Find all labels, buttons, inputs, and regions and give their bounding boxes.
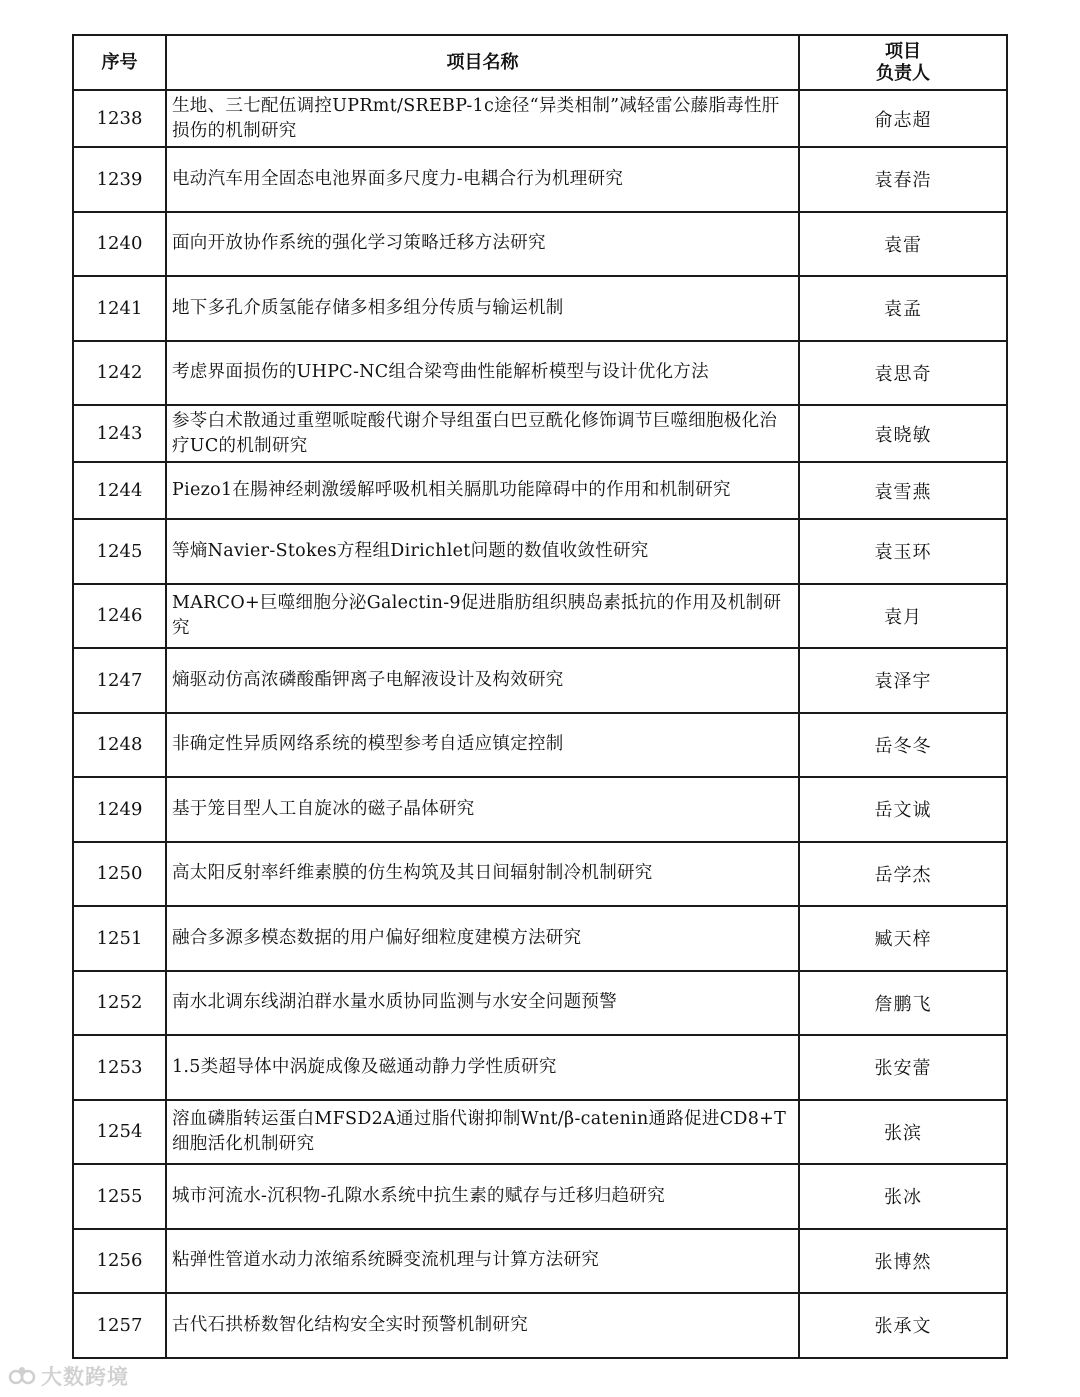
- dashuo-logo-icon: [8, 1365, 38, 1387]
- cell-project-name: 非确定性异质网络系统的模型参考自适应镇定控制: [166, 713, 799, 778]
- cell-project-name: 南水北调东线湖泊群水量水质协同监测与水安全问题预警: [166, 971, 799, 1036]
- cell-project-name: 融合多源多模态数据的用户偏好细粒度建模方法研究: [166, 906, 799, 971]
- cell-project-leader: 张承文: [799, 1293, 1007, 1358]
- cell-project-leader: 张博然: [799, 1229, 1007, 1294]
- cell-serial-number: 1247: [73, 648, 166, 713]
- cell-serial-number: 1243: [73, 405, 166, 462]
- cell-project-leader: 张滨: [799, 1100, 1007, 1165]
- header-project-leader-line2: 负责人: [876, 62, 930, 84]
- cell-project-name: 基于笼目型人工自旋冰的磁子晶体研究: [166, 777, 799, 842]
- cell-project-leader: 袁雪燕: [799, 462, 1007, 519]
- table-row: [73, 648, 1007, 713]
- table-row: [73, 842, 1007, 907]
- table-row: [73, 90, 1007, 147]
- table-body: [73, 90, 1007, 1358]
- header-project-name: 项目名称: [166, 35, 799, 90]
- cell-serial-number: 1240: [73, 212, 166, 277]
- cell-project-leader: 岳文诚: [799, 777, 1007, 842]
- project-table: [72, 34, 1008, 1359]
- cell-project-name: MARCO+巨噬细胞分泌Galectin-9促进脂肪组织胰岛素抵抗的作用及机制研究: [166, 584, 799, 649]
- cell-project-leader: 詹鹏飞: [799, 971, 1007, 1036]
- cell-serial-number: 1242: [73, 341, 166, 406]
- cell-serial-number: 1255: [73, 1164, 166, 1229]
- table-row: [73, 777, 1007, 842]
- cell-serial-number: 1244: [73, 462, 166, 519]
- table-row: [73, 341, 1007, 406]
- cell-project-name: 高太阳反射率纤维素膜的仿生构筑及其日间辐射制冷机制研究: [166, 842, 799, 907]
- table-header-row: [73, 35, 1007, 90]
- cell-serial-number: 1249: [73, 777, 166, 842]
- table-row: [73, 276, 1007, 341]
- cell-project-leader: 臧天梓: [799, 906, 1007, 971]
- cell-project-leader: 袁晓敏: [799, 405, 1007, 462]
- cell-serial-number: 1246: [73, 584, 166, 649]
- cell-project-leader: 岳学杰: [799, 842, 1007, 907]
- cell-project-name: 等熵Navier-Stokes方程组Dirichlet问题的数值收敛性研究: [166, 519, 799, 584]
- cell-serial-number: 1251: [73, 906, 166, 971]
- table-row: [73, 713, 1007, 778]
- cell-project-name: 考虑界面损伤的UHPC-NC组合梁弯曲性能解析模型与设计优化方法: [166, 341, 799, 406]
- cell-project-leader: 袁孟: [799, 276, 1007, 341]
- cell-serial-number: 1248: [73, 713, 166, 778]
- cell-project-leader: 袁泽宇: [799, 648, 1007, 713]
- cell-project-name: 熵驱动仿高浓磷酸酯钾离子电解液设计及构效研究: [166, 648, 799, 713]
- cell-serial-number: 1238: [73, 90, 166, 147]
- cell-serial-number: 1257: [73, 1293, 166, 1358]
- cell-project-name: 城市河流水-沉积物-孔隙水系统中抗生素的赋存与迁移归趋研究: [166, 1164, 799, 1229]
- cell-project-name: 电动汽车用全固态电池界面多尺度力-电耦合行为机理研究: [166, 147, 799, 212]
- cell-project-leader: 袁雷: [799, 212, 1007, 277]
- header-project-leader-line1: 项目: [885, 40, 921, 62]
- table-row: [73, 906, 1007, 971]
- cell-project-leader: 张安蕾: [799, 1035, 1007, 1100]
- table-row: [73, 519, 1007, 584]
- cell-project-leader: 俞志超: [799, 90, 1007, 147]
- cell-serial-number: 1254: [73, 1100, 166, 1165]
- table-row: [73, 584, 1007, 649]
- cell-project-leader: 袁思奇: [799, 341, 1007, 406]
- cell-serial-number: 1241: [73, 276, 166, 341]
- cell-serial-number: 1253: [73, 1035, 166, 1100]
- cell-serial-number: 1250: [73, 842, 166, 907]
- cell-project-leader: 袁月: [799, 584, 1007, 649]
- cell-project-name: 1.5类超导体中涡旋成像及磁通动静力学性质研究: [166, 1035, 799, 1100]
- cell-project-name: 粘弹性管道水动力浓缩系统瞬变流机理与计算方法研究: [166, 1229, 799, 1294]
- watermark: [8, 1362, 129, 1390]
- table-row: [73, 212, 1007, 277]
- table-row: [73, 462, 1007, 519]
- cell-project-name: Piezo1在腸神经刺激缓解呼吸机相关膈肌功能障碍中的作用和机制研究: [166, 462, 799, 519]
- table-row: [73, 147, 1007, 212]
- cell-project-name: 古代石拱桥数智化结构安全实时预警机制研究: [166, 1293, 799, 1358]
- cell-project-name: 地下多孔介质氢能存储多相多组分传质与输运机制: [166, 276, 799, 341]
- cell-serial-number: 1239: [73, 147, 166, 212]
- table-row: [73, 971, 1007, 1036]
- watermark-text: 大数跨境: [41, 1365, 129, 1389]
- table-row: [73, 405, 1007, 462]
- cell-project-leader: 张冰: [799, 1164, 1007, 1229]
- table-row: [73, 1035, 1007, 1100]
- cell-serial-number: 1245: [73, 519, 166, 584]
- cell-project-name: 溶血磷脂转运蛋白MFSD2A通过脂代谢抑制Wnt/β-catenin通路促进CD8+T细胞活化机制研究: [166, 1100, 799, 1165]
- table-row: [73, 1229, 1007, 1294]
- cell-project-name: 生地、三七配伍调控UPRmt/SREBP-1c途径“异类相制”减轻雷公藤脂毒性肝损伤的机制研究: [166, 90, 799, 147]
- cell-serial-number: 1252: [73, 971, 166, 1036]
- table-row: [73, 1293, 1007, 1358]
- cell-project-name: 面向开放协作系统的强化学习策略迁移方法研究: [166, 212, 799, 277]
- table-row: [73, 1164, 1007, 1229]
- table-row: [73, 1100, 1007, 1165]
- cell-serial-number: 1256: [73, 1229, 166, 1294]
- cell-project-name: 参苓白术散通过重塑哌啶酸代谢介导组蛋白巴豆酰化修饰调节巨噬细胞极化治疗UC的机制研究: [166, 405, 799, 462]
- cell-project-leader: 岳冬冬: [799, 713, 1007, 778]
- cell-project-leader: 袁玉环: [799, 519, 1007, 584]
- header-serial-number: 序号: [73, 35, 166, 90]
- cell-project-leader: 袁春浩: [799, 147, 1007, 212]
- header-project-leader: [799, 35, 1007, 90]
